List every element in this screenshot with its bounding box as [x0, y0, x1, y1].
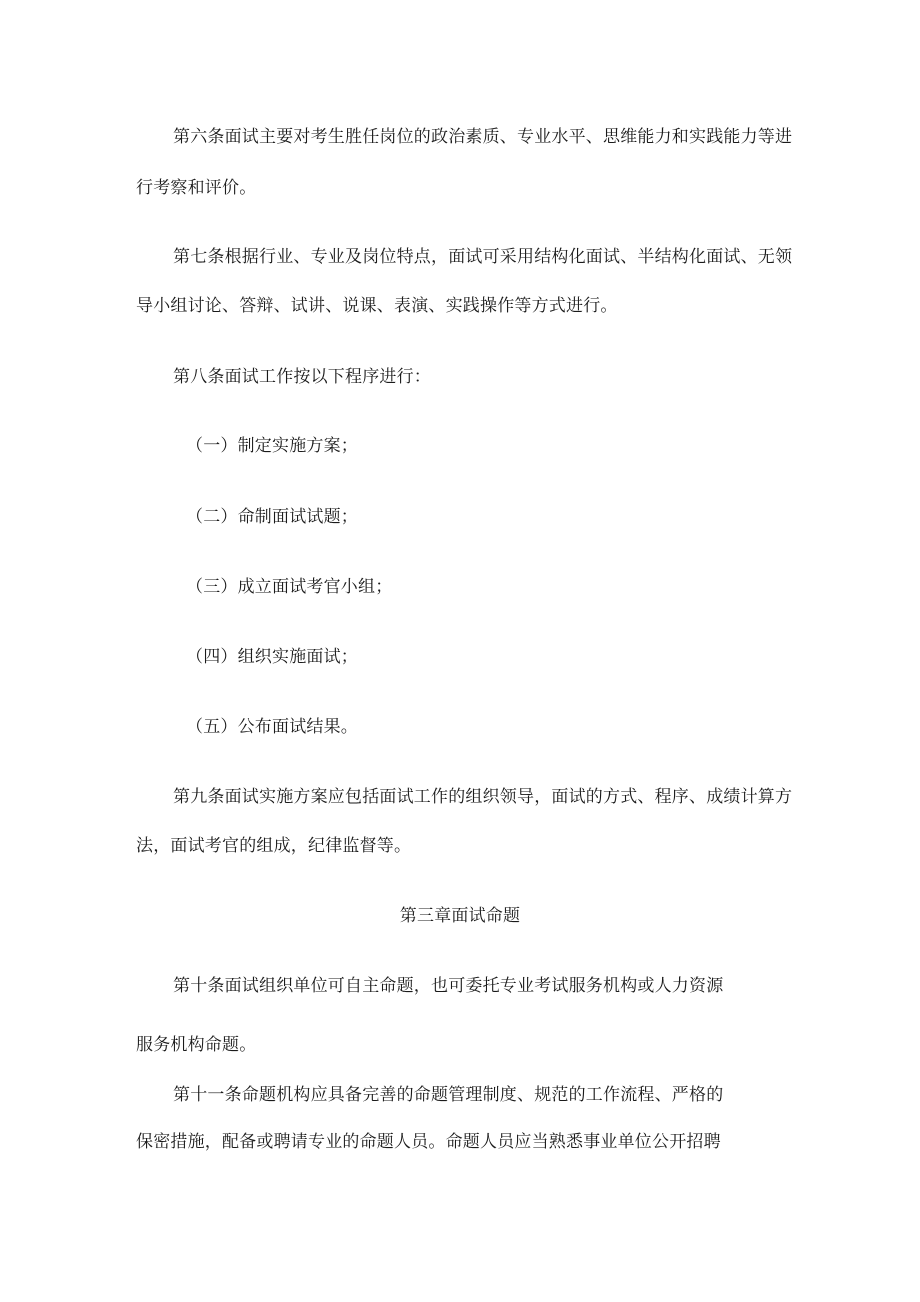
article-9-line-1: 第九条面试实施方案应包括面试工作的组织领导，面试的方式、程序、成绩计算方 — [173, 787, 793, 807]
article-6-line-1: 第六条面试主要对考生胜任岗位的政治素质、专业水平、思维能力和实践能力等进 — [173, 127, 793, 147]
article-8-line-1: 第八条面试工作按以下程序进行： — [173, 367, 431, 387]
article-9-line-2: 法，面试考官的组成，纪律监督等。 — [136, 836, 412, 856]
article-6-line-2: 行考察和评价。 — [136, 178, 257, 198]
article-8-item-2: （二）命制面试试题； — [186, 507, 358, 527]
article-10-line-1: 第十条面试组织单位可自主命题，也可委托专业考试服务机构或人力资源 — [173, 976, 724, 996]
article-8-item-5: （五）公布面试结果。 — [186, 717, 358, 737]
article-10-line-2: 服务机构命题。 — [136, 1035, 257, 1055]
article-7-line-2: 导小组讨论、答辩、试讲、说课、表演、实践操作等方式进行。 — [136, 296, 618, 316]
article-7-line-1: 第七条根据行业、专业及岗位特点，面试可采用结构化面试、半结构化面试、无领 — [173, 247, 793, 267]
article-8-item-3: （三）成立面试考官小组； — [186, 577, 393, 597]
article-11-line-1: 第十一条命题机构应具备完善的命题管理制度、规范的工作流程、严格的 — [173, 1085, 724, 1105]
article-11-line-2: 保密措施，配备或聘请专业的命题人员。命题人员应当熟悉事业单位公开招聘 — [136, 1132, 721, 1152]
article-8-item-4: （四）组织实施面试； — [186, 647, 358, 667]
chapter-3-title: 第三章面试命题 — [399, 906, 521, 926]
article-8-item-1: （一）制定实施方案； — [186, 436, 358, 456]
